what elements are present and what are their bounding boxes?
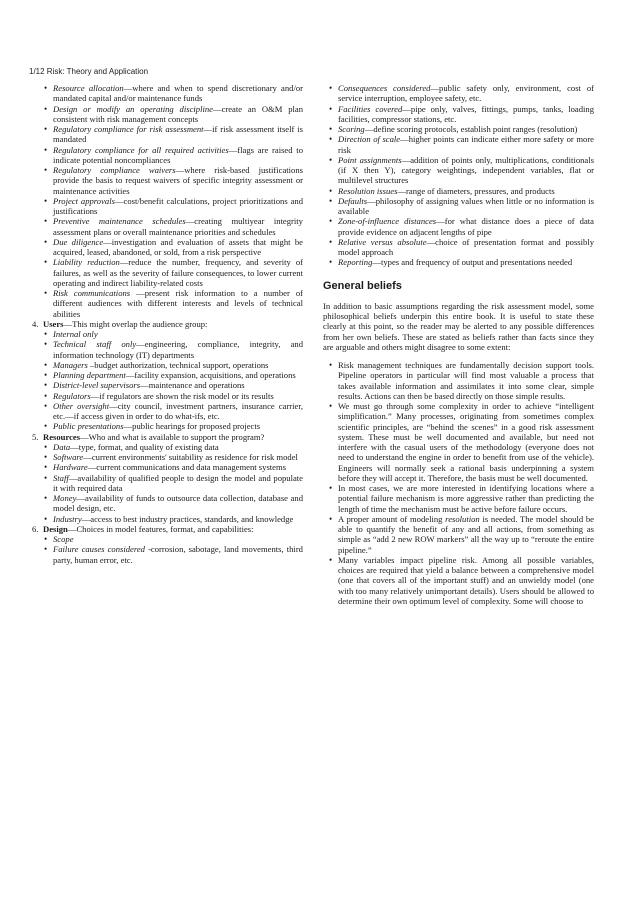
list-item: • Industry—access to best industry practices, standards, and knowledge [53, 514, 303, 524]
list-item: • Reporting—types and frequency of output and presentations needed [338, 257, 594, 267]
list-item: • Scope [53, 534, 303, 544]
list-item: • In most cases, we are more interested in identifying locations where a potential failure mechanism is more aggressive rather than predicting the length of time the mechanism must be active before failure occurs. [338, 483, 594, 514]
right-column [323, 83, 594, 606]
list-item: • Direction of scale—higher points can indicate either more safety or more risk [338, 134, 594, 155]
section-heading: General beliefs [323, 279, 402, 292]
list-item: • We must go through some complexity in order to achieve “intelligent simplification.” Many processes, originating from sometimes complex scientific principles, are “behind the scenes” in a good risk assessment system. These must be well documented and available, but need not interfere with the casual users of the methodology (everyone does not need to understand the engine in order to benefit from use of the vehicle). Engineers will normally seek a rational basis underpinning a system before they will accept it. Therefore, the basis must be well documented. [338, 401, 594, 483]
list-item: • Failure causes considered -corrosion, sabotage, land movements, third party, human error, etc. [53, 544, 303, 565]
resources-list [43, 442, 303, 524]
list-item: • Technical staff only—engineering, compliance, integrity, and information technology (IT) departments [53, 339, 303, 360]
section-intro: —Who and what is available to support the program? [80, 431, 265, 442]
list-item: • Internal only [53, 329, 303, 339]
list-item: • Public presentations—public hearings for proposed projects [53, 421, 303, 431]
list-item: • Regulatory compliance waivers—where risk-based justifications provide the basis to request waivers of specific integrity assessment or maintenance activities [53, 165, 303, 196]
list-item: • Regulatory compliance for risk assessment—if risk assessment itself is mandated [53, 124, 303, 145]
section-number: 5. [32, 431, 39, 442]
list-item: • Software—current environments' suitability as residence for risk model [53, 452, 303, 462]
list-item: • Due diligence—investigation and evaluation of assets that might be acquired, leased, abandoned, or sold, from a risk perspective [53, 237, 303, 258]
list-item: • Risk communications —present risk information to a number of different audiences with different interests and levels of technical abilities [53, 288, 303, 319]
section-intro: —This might overlap the audience group: [63, 318, 208, 329]
list-item: • Resolution issues—range of diameters, pressures, and products [338, 186, 594, 196]
list-item: • Hardware—current communications and data management systems [53, 462, 303, 472]
list-item: • Staff—availability of qualified people to design the model and populate it with required data [53, 473, 303, 494]
list-item: • Facilities covered—pipe only, valves, fittings, pumps, tanks, loading facilities, compressor stations, etc. [338, 104, 594, 125]
paragraph: In addition to basic assumptions regarding the risk assessment model, some philosophical beliefs underpin this entire book. It is useful to state these clearly at this point, so the reader may be alerted to any possible differences from her own beliefs. These are stated as beliefs rather than facts since they are arguable and others might disagree to some extent: [323, 300, 594, 352]
design-continued-list [323, 83, 594, 268]
list-item: • Regulatory compliance for all required activities—flags are raised to indicate potential noncompliances [53, 145, 303, 166]
list-item: • District-level supervisors—maintenance and operations [53, 380, 303, 390]
section-intro: —Choices in model features, format, and capabilities: [67, 523, 254, 534]
list-item: • Scoring—define scoring protocols, establish point ranges (resolution) [338, 124, 594, 134]
section-number: 4. [32, 318, 39, 329]
list-item: • Project approvals—cost/benefit calculations, project prioritizations and justifications [53, 196, 303, 217]
list-item: • Money—availability of funds to outsource data collection, database and model design, etc. [53, 493, 303, 514]
list-item: • Managers –budget authorization, technical support, operations [53, 360, 303, 370]
list-item: • Planning department—facility expansion, acquisitions, and operations [53, 370, 303, 380]
design-list [43, 534, 303, 565]
list-item: • Resource allocation—where and when to spend discretionary and/or mandated capital and/or maintenance funds [53, 83, 303, 104]
section-title: Resources [43, 431, 81, 442]
list-item: • Design or modify an operating discipline—create an O&M plan consistent with risk management concepts [53, 104, 303, 125]
resources-section [32, 432, 303, 524]
list-item: • Risk management techniques are fundamentally decision support tools. Pipeline operators in particular will find most valuable a process that takes available information and assimilates it into some clear, simple results. Actions can then be based directly on those simple results. [338, 360, 594, 401]
beliefs-list [323, 360, 594, 606]
section-number: 6. [32, 523, 39, 534]
list-item: • Relative versus absolute—choice of presentation format and possibly model approach [338, 237, 594, 258]
users-section [32, 319, 303, 432]
list-item: • Defaults—philosophy of assigning values when little or no information is available [338, 196, 594, 217]
list-item: • Consequences considered—public safety only, environment, cost of service interruption, employee safety, etc. [338, 83, 594, 104]
list-item: • Many variables impact pipeline risk. Among all possible variables, choices are required that yield a balance between a comprehensive model (one that covers all of the important stuff) and an unwieldy model (one with too many relatively unimportant details). Users should be allowed to determine their own optimum level of complexity. Some will choose to [338, 555, 594, 606]
running-header: 1/12 Risk: Theory and Application [29, 67, 149, 76]
list-item: • Preventive maintenance schedules—creating multiyear integrity assessment plans or overall maintenance priorities and schedules [53, 216, 303, 237]
list-item: • Liability reduction—reduce the number, frequency, and severity of failures, as well as the severity of failure consequences, to lower current operating and indirect liability-related costs [53, 257, 303, 288]
left-column [32, 83, 303, 565]
purpose-list [32, 83, 303, 319]
list-item: • Point assignments—addition of points only, multiplications, conditionals (if X then Y), category weightings, independent variables, flat or multilevel structures [338, 155, 594, 186]
list-item: • Zone-of-influence distances—for what distance does a piece of data provide evidence on adjacent lengths of pipe [338, 216, 594, 237]
section-title: Design [43, 523, 68, 534]
users-list [43, 329, 303, 432]
design-section [32, 524, 303, 565]
list-item: • Data—type, format, and quality of existing data [53, 442, 303, 452]
list-item: • Regulators—if regulators are shown the risk model or its results [53, 391, 303, 401]
section-title: Users [43, 318, 64, 329]
list-item: • Other oversight—city council, investment partners, insurance carrier, etc.—if access given in order to do what-ifs, etc. [53, 401, 303, 422]
list-item: • A proper amount of modeling resolution is needed. The model should be able to quantify the benefit of any and all actions, from something as simple as “add 2 new ROW markers” all the way up to “reroute the entire pipeline.” [338, 514, 594, 555]
